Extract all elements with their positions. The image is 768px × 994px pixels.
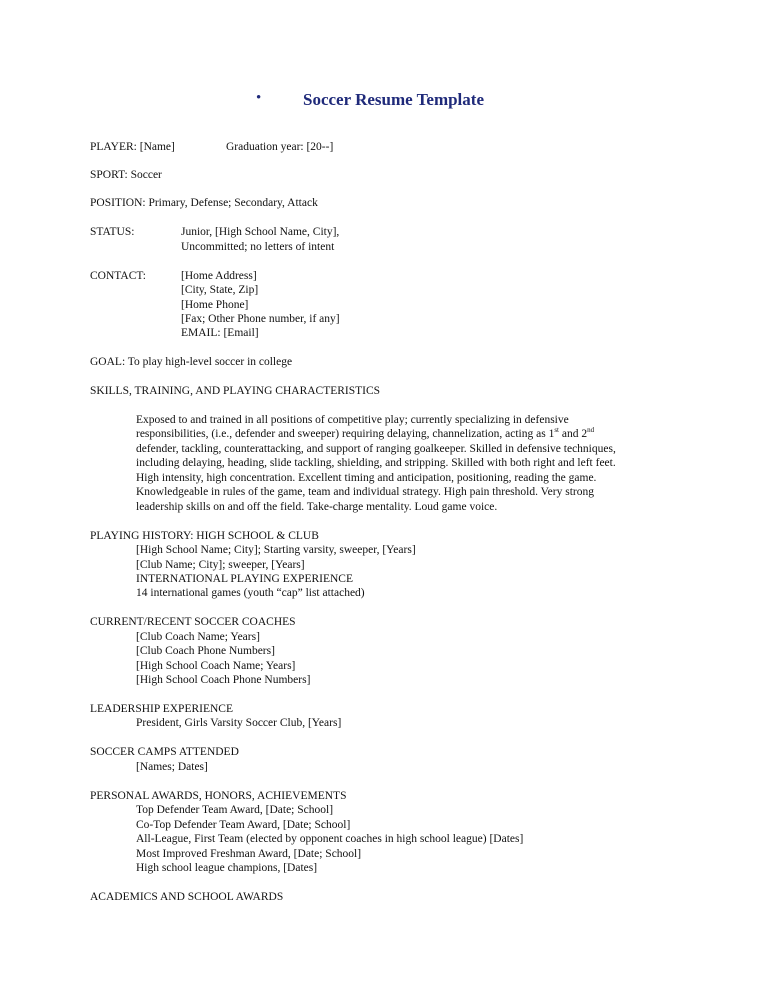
superscript-st: st xyxy=(554,426,559,435)
title-row xyxy=(0,90,768,112)
status-line: Junior, [High School Name, City], xyxy=(181,226,340,238)
playing-history-line: 14 international games (youth “cap” list attached) xyxy=(136,587,365,599)
leadership-line: President, Girls Varsity Soccer Club, [Years] xyxy=(136,717,342,729)
coaches-line: [High School Coach Phone Numbers] xyxy=(136,674,311,686)
coaches-line: [Club Coach Phone Numbers] xyxy=(136,645,275,657)
leadership-heading: LEADERSHIP EXPERIENCE xyxy=(90,703,234,715)
awards-line: Top Defender Team Award, [Date; School] xyxy=(136,804,334,816)
bullet-icon: • xyxy=(256,90,262,106)
sport-field: SPORT: Soccer xyxy=(90,169,162,181)
status-label: STATUS: xyxy=(90,226,135,238)
skills-line: responsibilities, (i.e., defender and sweeper) requiring delaying, channelization, acting as 1st and 2nd xyxy=(136,426,595,440)
awards-heading: PERSONAL AWARDS, HONORS, ACHIEVEMENTS xyxy=(90,790,347,802)
coaches-line: [Club Coach Name; Years] xyxy=(136,631,260,643)
superscript-nd: nd xyxy=(587,426,595,435)
skills-line: leadership skills on and off the field. Take-charge mentality. Loud game voice. xyxy=(136,501,498,513)
coaches-heading: CURRENT/RECENT SOCCER COACHES xyxy=(90,616,296,628)
skills-line: Exposed to and trained in all positions of competitive play; currently specializing in defensive xyxy=(136,414,569,426)
awards-line: Most Improved Freshman Award, [Date; School] xyxy=(136,848,362,860)
document-title: Soccer Resume Template xyxy=(303,90,484,109)
skills-line: defender, tackling, counterattacking, and support of ranging goalkeeper. Skilled in defensive techniques, xyxy=(136,443,616,455)
skills-heading: SKILLS, TRAINING, AND PLAYING CHARACTERISTICS xyxy=(90,385,381,397)
playing-history-line: INTERNATIONAL PLAYING EXPERIENCE xyxy=(136,573,353,585)
goal-field: GOAL: To play high-level soccer in college xyxy=(90,356,293,368)
skills-line: High intensity, high concentration. Excellent timing and anticipation, positioning, reading the game. xyxy=(136,472,597,484)
contact-line: EMAIL: [Email] xyxy=(181,327,259,339)
contact-line: [Home Address] xyxy=(181,270,257,282)
playing-history-line: [High School Name; City]; Starting varsity, sweeper, [Years] xyxy=(136,544,416,556)
player-field: PLAYER: [Name] xyxy=(90,141,175,153)
contact-label: CONTACT: xyxy=(90,270,147,282)
skills-line: including delaying, heading, slide tackling, shielding, and stripping. Skilled with both right and left feet. xyxy=(136,457,616,469)
coaches-line: [High School Coach Name; Years] xyxy=(136,660,296,672)
status-line: Uncommitted; no letters of intent xyxy=(181,241,335,253)
playing-history-heading: PLAYING HISTORY: HIGH SCHOOL & CLUB xyxy=(90,530,319,542)
awards-line: All-League, First Team (elected by opponent coaches in high school league) [Dates] xyxy=(136,833,524,845)
camps-line: [Names; Dates] xyxy=(136,761,208,773)
graduation-year: Graduation year: [20--] xyxy=(226,141,334,153)
playing-history-line: [Club Name; City]; sweeper, [Years] xyxy=(136,559,305,571)
skills-line: Knowledgeable in rules of the game, team and individual strategy. High pain threshold. Very strong xyxy=(136,486,594,498)
academics-heading: ACADEMICS AND SCHOOL AWARDS xyxy=(90,891,284,903)
camps-heading: SOCCER CAMPS ATTENDED xyxy=(90,746,239,758)
position-field: POSITION: Primary, Defense; Secondary, Attack xyxy=(90,197,318,209)
awards-line: Co-Top Defender Team Award, [Date; School] xyxy=(136,819,351,831)
contact-line: [Fax; Other Phone number, if any] xyxy=(181,313,340,325)
contact-line: [City, State, Zip] xyxy=(181,284,259,296)
contact-line: [Home Phone] xyxy=(181,299,249,311)
awards-line: High school league champions, [Dates] xyxy=(136,862,318,874)
